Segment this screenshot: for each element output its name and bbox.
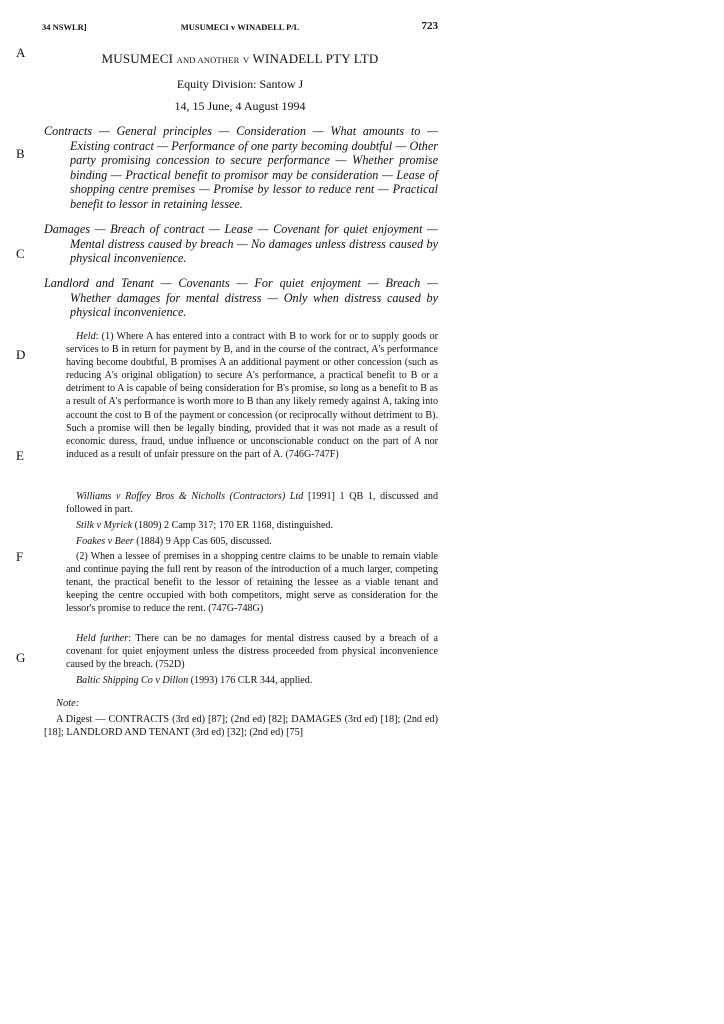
case-list: [66, 490, 438, 548]
held-text: : (1) Where A has entered into a contract with B to work for or to supply goods or services to B in return for payment by B, and in the course of the contract, A's performance having become doubtful, B promises A an additional payment or other concession (such as reducing A's original obligation) to secure A's performance, a practical benefit to B or a detriment to A is capable of being consideration for B's promise, so long as a benefit to B as a result of A's performance is worth more to B than any likely remedy against A, taking into account the cost to B of the payment or concession (or reciprocally without detriment to B). Such a promise will then be legally binding, provided that it was not made as a result of economic duress, fraud, undue influence or unconscionable conduct on the part of A nor induced as a result of unfair pressure on the part of A. (746G-747F): [66, 331, 438, 460]
held-further-text: : There can be no damages for mental distress caused by a breach of a covenant for quiet enjoyment unless the distress proceeded from physical inconvenience caused by the breach. (752D): [66, 633, 438, 671]
case-ref: (1809) 2 Camp 317; 170 ER 1168, distinguished.: [132, 520, 333, 532]
margin-letter-b: B: [16, 146, 25, 161]
case-citation: [66, 490, 438, 516]
running-head: [42, 22, 438, 36]
running-head-case: MUSUMECI v WINADELL P/L: [180, 22, 300, 32]
party-one: MUSUMECI: [101, 51, 174, 66]
versus: V: [242, 55, 250, 65]
case-name: Baltic Shipping Co v Dillon: [76, 675, 189, 687]
held-further-label: Held further: [76, 633, 129, 644]
held-label: Held: [76, 331, 96, 342]
margin-letter-d: D: [16, 347, 26, 362]
catchwords-landlord-tenant: Landlord and Tenant — Covenants — For quiet enjoyment — Breach — Whether damages for mental distress — Only when distress caused by physical inconvenience.: [44, 276, 438, 320]
held-two-text: (2) When a lessee of premises in a shopping centre claims to be unable to remain viable and continue paying the full rent by reason of the introduction of a much larger, competing tenant, the practical benefit to the lessor of retaining the lessee as a viable tenant and keeping the centre occupied with both competitors, might serve as consideration for the lessor's promise to reduce the rent. (747G-748G): [66, 551, 438, 615]
case-name: Stilk v Myrick: [76, 520, 133, 532]
case-ref: [1991] 1 QB 1, discussed and followed in part.: [66, 491, 439, 516]
margin-letter-f: F: [16, 549, 24, 564]
margin-letter-g: G: [16, 650, 26, 665]
held-paragraph: [66, 330, 438, 461]
held-two-paragraph: [66, 550, 438, 615]
case-name: Williams v Roffey Bros & Nicholls (Contractors) Ltd: [76, 491, 304, 502]
case-ref: (1993) 176 CLR 344, applied.: [188, 675, 313, 687]
running-head-citation: 34 NSWLR]: [42, 22, 87, 32]
and-another: AND ANOTHER: [176, 55, 240, 65]
margin-letter-a: A: [16, 45, 26, 60]
case-citation: [66, 674, 438, 687]
case-ref: (1884) 9 App Cas 605, discussed.: [133, 536, 272, 548]
case-citation: [66, 519, 438, 532]
note-label: Note:: [56, 698, 80, 709]
catchwords-damages: Damages — Breach of contract — Lease — Covenant for quiet enjoyment — Mental distress caused by breach — No damages unless distress caused by physical inconvenience.: [44, 222, 438, 266]
margin-letter-c: C: [16, 246, 25, 261]
held-further-paragraph: [66, 632, 438, 687]
margin-letter-e: E: [16, 448, 24, 463]
case-title: [42, 51, 438, 67]
digest-references: A Digest — CONTRACTS (3rd ed) [87]; (2nd ed) [82]; DAMAGES (3rd ed) [18]; (2nd ed) [18]; LANDLORD AND TENANT (3rd ed) [32]; (2nd ed) [75]: [44, 714, 438, 739]
catchwords-contracts: Contracts — General principles — Consideration — What amounts to — Existing contract — Performance of one party becoming doubtful — Other party promising concession to secure performance — Whether promise binding — Practical benefit to promisor may be consideration — Lease of shopping centre premises — Promise by lessor to reduce rent — Practical benefit to lessor in retaining lessee.: [44, 124, 438, 211]
hearing-dates: 14, 15 June, 4 August 1994: [174, 99, 306, 113]
court-line: Equity Division: Santow J: [176, 77, 304, 91]
case-citation: [66, 535, 438, 548]
case-name: Foakes v Beer: [76, 536, 134, 548]
page-number: 723: [421, 20, 438, 32]
party-two: WINADELL PTY LTD: [252, 51, 379, 66]
